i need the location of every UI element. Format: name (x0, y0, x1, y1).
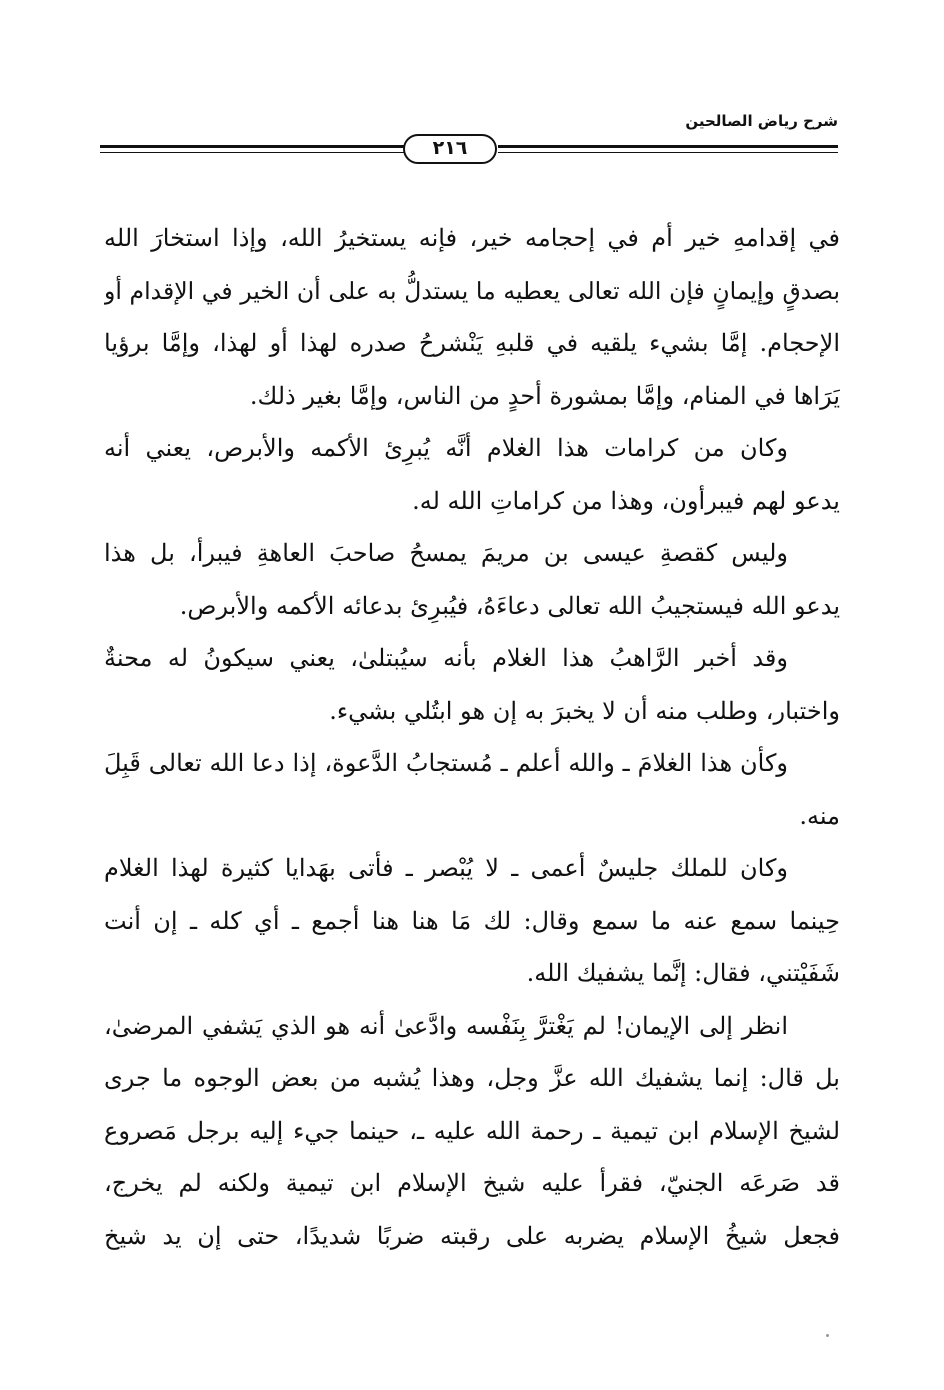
text-line: الإحجام. إمَّا بشيء يلقيه في قلبهِ يَنْشرحُ صدره لهذا أو لهذا، وإمَّا برؤيا (104, 329, 840, 357)
text-line: قد صَرعَه الجنيّ، فقرأ عليه شيخ الإسلام ابن تيمية ولكنه لم يخرج، (104, 1169, 840, 1197)
paragraph-first-line: وليس كقصةِ عيسى بن مريمَ يمسحُ صاحبَ العاهةِ فيبرأ، بل هذا (104, 539, 788, 567)
header-rule-left (100, 145, 405, 148)
text-line: لشيخ الإسلام ابن تيمية ـ رحمة الله عليه ـ، حينما جيء إليه برجل مَصروع (104, 1116, 840, 1145)
header-rule-right-thin (498, 152, 838, 153)
text-line: منه. (799, 801, 840, 830)
body-text (104, 212, 840, 1262)
scan-speck (826, 1334, 829, 1337)
book-title: شرح رياض الصالحين (685, 112, 838, 130)
text-line: حِينما سمع عنه ما سمع وقال: لك مَا هنا هنا أجمع ـ أي كله ـ إن أنت (104, 906, 840, 935)
paragraph-first-line: وكان للملك جليسٌ أعمى ـ لا يُبْصر ـ فأتى بهَدايا كثيرة لهذا الغلام (104, 854, 788, 882)
paragraph-first-line: وقد أخبر الرَّاهبُ هذا الغلام بأنه سيُبتلىٰ، يعني سيكونُ له محنةٌ (104, 644, 788, 672)
page-header (100, 108, 838, 168)
header-rule-left-thin (100, 152, 405, 153)
text-line: شَفَيْتني، فقال: إنَّما يشفيك الله. (526, 959, 840, 987)
text-line: فجعل شيخُ الإسلام يضربه على رقبته ضربًا شديدًا، حتى إن يد شيخ (104, 1221, 840, 1250)
text-line: واختبار، وطلب منه أن لا يخبرَ به إن هو ابتُلي بشيء. (329, 696, 840, 725)
header-rule-right (498, 145, 838, 148)
text-line: في إقدامهِ خير أم في إحجامه خير، فإنه يستخيرُ الله، وإذا استخارَ الله (104, 224, 840, 252)
paragraph-first-line: وكان من كرامات هذا الغلام أنَّه يُبرِئ الأكمه والأبرص، يعني أنه (104, 434, 788, 462)
page-number: ٢١٦ (403, 134, 497, 164)
paragraph-first-line: وكأن هذا الغلامَ ـ والله أعلم ـ مُستجابُ الدَّعوة، إذا دعا الله تعالى قَبِلَ (104, 749, 788, 777)
text-line: يَرَاها في المنام، وإمَّا بمشورة أحدٍ من الناس، وإمَّا بغير ذلك. (249, 381, 840, 410)
text-line: يدعو لهم فيبرأون، وهذا من كراماتِ الله له. (412, 486, 840, 515)
paragraph-first-line: انظر إلى الإيمان! لم يَغْترَّ بِنَفْسه وادَّعىٰ أنه هو الذي يَشفي المرضىٰ، (104, 1011, 788, 1040)
text-line: بصدقٍ وإيمانٍ فإن الله تعالى يعطيه ما يستدلُّ به على أن الخير في الإقدام أو (104, 276, 840, 305)
text-line: يدعو الله فيستجيبُ الله تعالى دعاءَهُ، فيُبرِئ بدعائه الأكمه والأبرص. (179, 591, 840, 620)
text-line: بل قال: إنما يشفيك الله عزَّ وجل، وهذا يُشبه من بعض الوجوه ما جرى (104, 1064, 840, 1092)
